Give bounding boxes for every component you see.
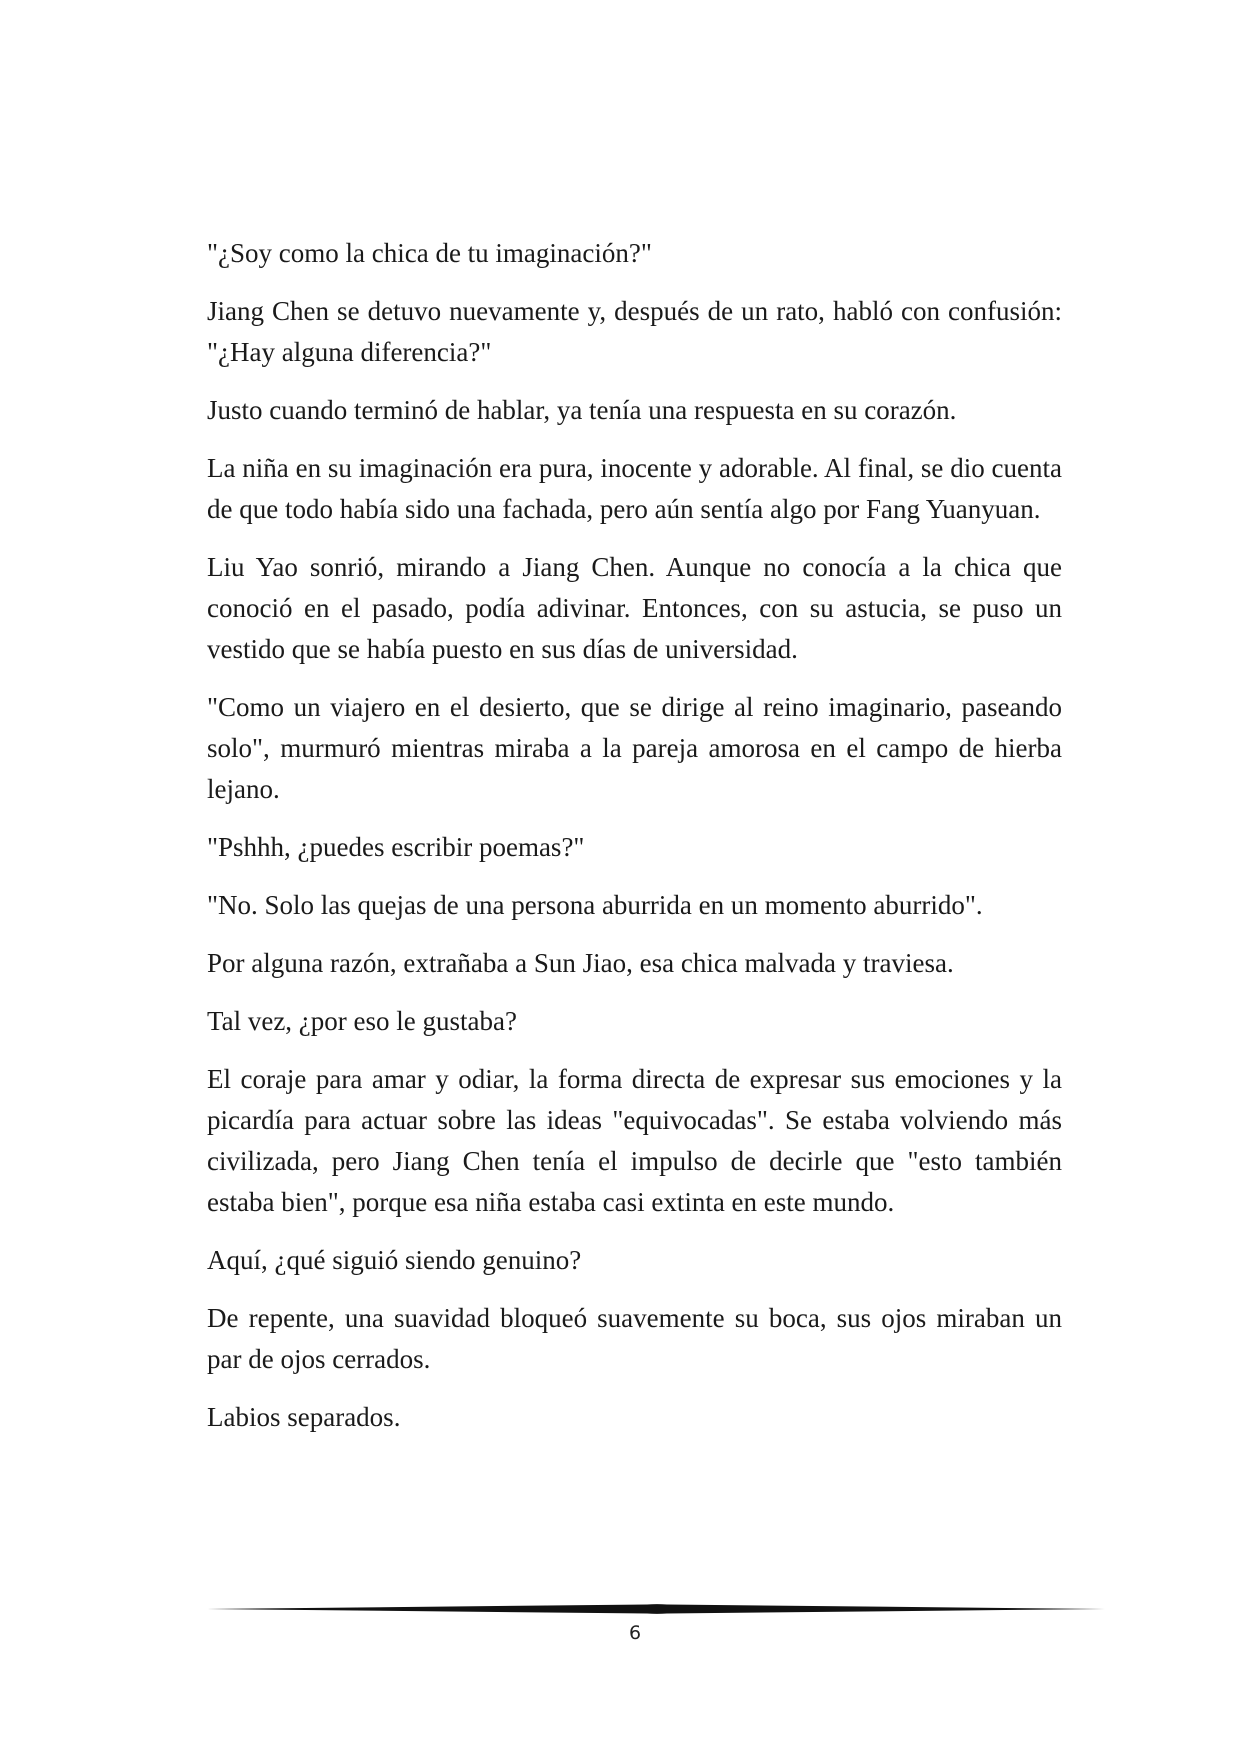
paragraph-7: "Pshhh, ¿puedes escribir poemas?" (207, 832, 585, 862)
paragraph-3: Justo cuando terminó de hablar, ya tenía una respuesta en su corazón. (207, 395, 957, 425)
paragraph-11: El coraje para amar y odiar, la forma directa de expresar sus emociones y la picardía para actuar sobre las ideas "equivocadas". Se estaba volviendo más civilizada, pero Jiang Chen tenía el impulso de decirle que "esto también estaba bien", porque esa niña estaba casi extinta en este mundo. (207, 1064, 1062, 1217)
paragraph-14: Labios separados. (207, 1402, 401, 1432)
paragraph-10: Tal vez, ¿por eso le gustaba? (207, 1006, 517, 1036)
paragraph-5: Liu Yao sonrió, mirando a Jiang Chen. Aunque no conocía a la chica que conoció en el pasado, podía adivinar. Entonces, con su astucia, se puso un vestido que se había puesto en sus días de universidad. (207, 552, 1062, 664)
paragraph-1: "¿Soy como la chica de tu imaginación?" (207, 238, 652, 268)
paragraph-6: "Como un viajero en el desierto, que se dirige al reino imaginario, paseando solo", murmuró mientras miraba a la pareja amorosa en el campo de hierba lejano. (207, 692, 1062, 804)
footer-divider (207, 1602, 1105, 1616)
paragraph-4: La niña en su imaginación era pura, inocente y adorable. Al final, se dio cuenta de que todo había sido una fachada, pero aún sentía algo por Fang Yuanyuan. (207, 453, 1062, 524)
page-number: 6 (628, 1622, 642, 1644)
paragraph-13: De repente, una suavidad bloqueó suavemente su boca, sus ojos miraban un par de ojos cerrados. (207, 1303, 1062, 1374)
paragraph-8: "No. Solo las quejas de una persona aburrida en un momento aburrido". (207, 890, 983, 920)
paragraph-2: Jiang Chen se detuvo nuevamente y, después de un rato, habló con confusión: "¿Hay alguna diferencia?" (207, 296, 1062, 367)
paragraph-9: Por alguna razón, extrañaba a Sun Jiao, esa chica malvada y traviesa. (207, 948, 954, 978)
paragraph-12: Aquí, ¿qué siguió siendo genuino? (207, 1245, 582, 1275)
page-body (207, 233, 1062, 1455)
